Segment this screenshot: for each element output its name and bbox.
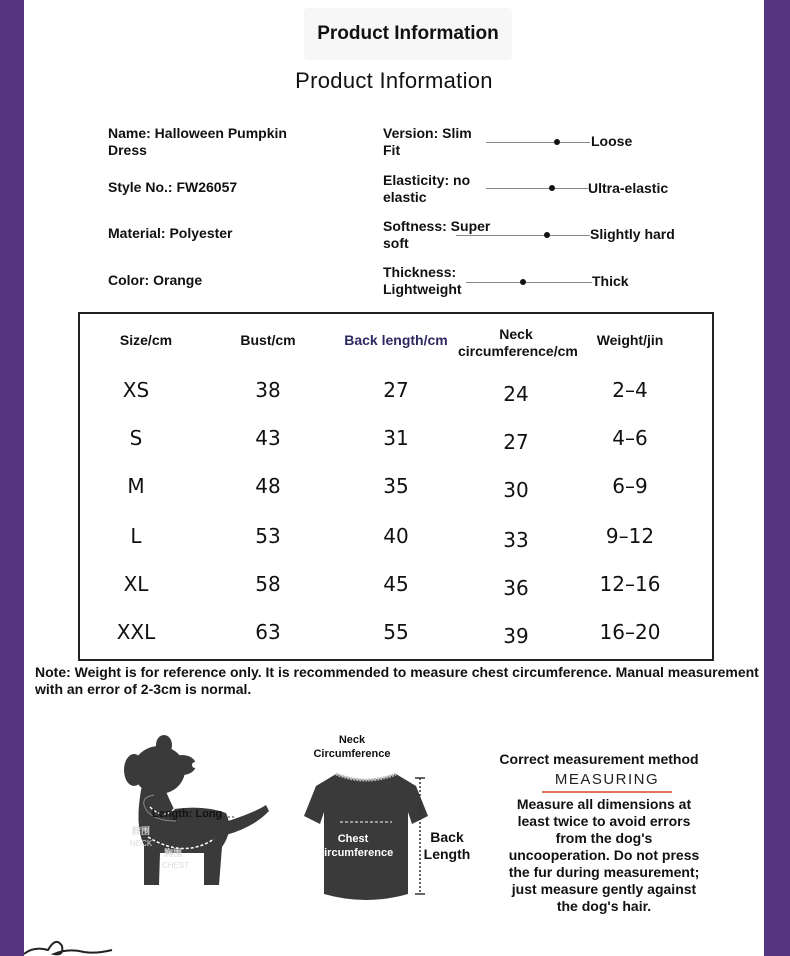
- chest-circumference-label: Chest circumference: [318, 833, 394, 859]
- table-cell: 9–12: [605, 524, 655, 548]
- scale-thickness-label: Thickness: Lightweight: [383, 264, 462, 297]
- scale-version-marker: [554, 139, 560, 145]
- scale-version-end: Loose: [591, 133, 633, 149]
- table-cell: 16–20: [599, 620, 661, 644]
- scale-softness-end: Slightly hard: [590, 226, 675, 242]
- table-cell: 38: [255, 378, 281, 402]
- scale-version-label: Version: Slim Fit: [383, 125, 472, 158]
- header-neck: Neck circumference/cm: [458, 326, 578, 359]
- table-cell: S: [129, 426, 143, 450]
- dog-neck-en: NECK: [130, 839, 153, 848]
- scale-thickness-line: [466, 282, 592, 283]
- table-cell: 35: [383, 474, 409, 498]
- table-cell: 39: [503, 624, 529, 648]
- scale-thickness-marker: [520, 279, 526, 285]
- table-cell: M: [127, 474, 145, 498]
- product-name: Name: Halloween Pumpkin Dress: [108, 125, 287, 158]
- dog-neck-cn: 脖围: [132, 826, 151, 836]
- note-text: Note: Weight is for reference only. It is recommended to measure chest circumference. Manual measurement with an error of 2-3cm is normal.: [35, 664, 759, 697]
- dog-chest-cn: 胸围: [164, 848, 183, 858]
- header-weight: Weight/jin: [596, 332, 664, 348]
- method-subtitle: MEASURING: [554, 771, 660, 788]
- product-info-tab: Product Information: [304, 8, 512, 60]
- table-cell: L: [130, 524, 142, 548]
- table-cell: 40: [383, 524, 409, 548]
- header-bust: Bust/cm: [240, 332, 296, 348]
- scale-elasticity-label: Elasticity: no elastic: [383, 172, 471, 205]
- table-cell: 63: [255, 620, 281, 644]
- table-cell: 31: [383, 426, 409, 450]
- table-cell: 43: [255, 426, 281, 450]
- neck-circumference-label: Neck Circumference: [313, 734, 391, 760]
- scale-elasticity-end: Ultra-elastic: [588, 180, 669, 196]
- content-panel: [24, 0, 764, 956]
- doodle-decoration: [24, 932, 114, 956]
- table-cell: 53: [255, 524, 281, 548]
- table-cell: 27: [383, 378, 409, 402]
- dog-chest-en: CHEST: [162, 861, 190, 870]
- scale-elasticity-marker: [549, 185, 555, 191]
- table-cell: XS: [122, 378, 150, 402]
- table-cell: XL: [123, 572, 149, 596]
- table-cell: 2–4: [612, 378, 648, 402]
- table-cell: 48: [255, 474, 281, 498]
- table-cell: 58: [255, 572, 281, 596]
- table-cell: 33: [503, 528, 529, 552]
- scale-softness-line: [456, 235, 590, 236]
- scale-thickness-end: Thick: [592, 273, 629, 289]
- material: Material: Polyester: [108, 225, 233, 241]
- table-cell: 12–16: [599, 572, 661, 596]
- method-title: Correct measurement method: [499, 751, 699, 767]
- table-cell: 27: [503, 430, 529, 454]
- table-cell: 30: [503, 478, 529, 502]
- color: Color: Orange: [108, 272, 203, 288]
- table-cell: 4–6: [612, 426, 648, 450]
- table-cell: 36: [503, 576, 529, 600]
- size-table: [78, 312, 714, 661]
- method-underline: [542, 791, 672, 793]
- dog-length-label: Length: Long: [152, 808, 223, 820]
- header-back-length: Back length/cm: [344, 332, 448, 348]
- page-title: Product Information: [295, 68, 493, 93]
- method-text: Measure all dimensions at least twice to avoid errors from the dog's uncooperation. Do not press the fur during measurement; just measure gently against the dog's hair.: [508, 796, 700, 914]
- table-cell: 24: [503, 382, 529, 406]
- scale-softness-marker: [544, 232, 550, 238]
- scale-elasticity-line: [486, 188, 588, 189]
- style-number: Style No.: FW26057: [108, 179, 238, 195]
- table-cell: 45: [383, 572, 409, 596]
- scale-version-line: [486, 142, 590, 143]
- back-length-label: Back Length: [423, 829, 471, 862]
- header-size: Size/cm: [119, 332, 173, 348]
- table-cell: 6–9: [612, 474, 648, 498]
- table-cell: 55: [383, 620, 409, 644]
- scale-softness-label: Softness: Super soft: [383, 218, 491, 251]
- table-cell: XXL: [116, 620, 156, 644]
